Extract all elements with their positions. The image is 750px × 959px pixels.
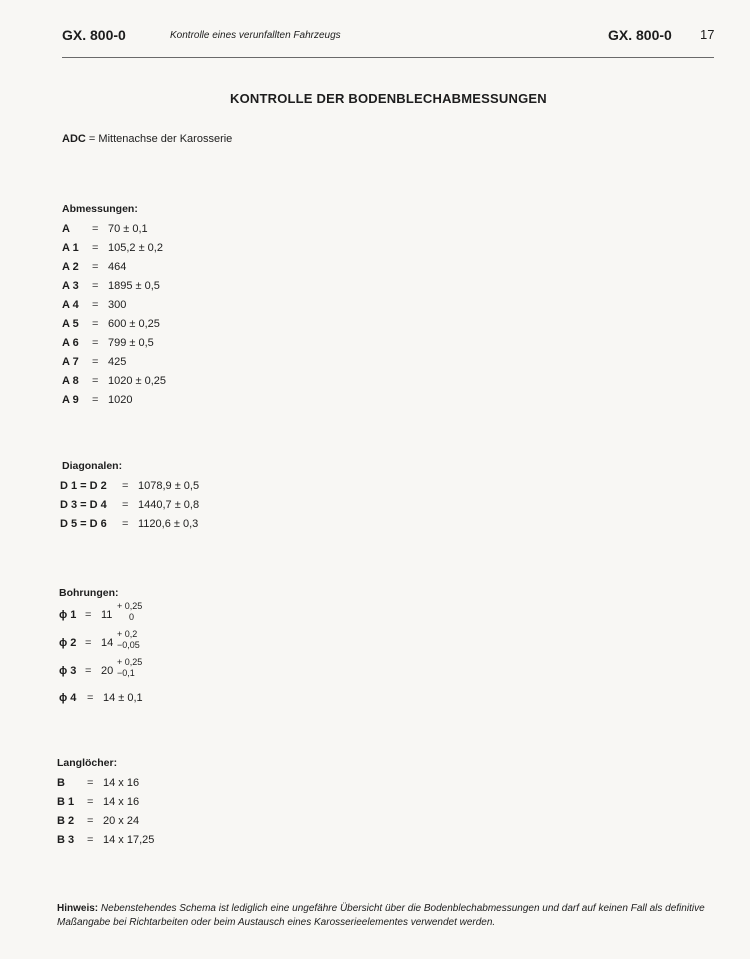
dimension-eq: = <box>92 223 99 235</box>
dimension-label: A 5 <box>62 318 79 330</box>
hole-row <box>59 601 143 629</box>
dimension-label: A 8 <box>62 375 79 387</box>
dimension-eq: = <box>92 299 99 311</box>
dimensions-heading: Abmessungen: <box>62 203 138 215</box>
adc-eq: = <box>88 133 96 145</box>
adc-text: Mittenachse der Karosserie <box>98 133 233 145</box>
dimension-value: 425 <box>108 356 127 368</box>
hole-upper-tolerance: + 0,25 <box>117 601 143 611</box>
dimension-value: 105,2 ± 0,2 <box>108 242 163 254</box>
dimension-label: A 2 <box>62 261 79 273</box>
header-subtitle: Kontrolle eines verunfallten Fahrzeugs <box>170 30 341 41</box>
dimension-row <box>62 353 138 372</box>
diagonal-label: D 3 = D 4 <box>60 499 107 511</box>
dimension-row <box>62 277 160 296</box>
hole-base: 20 <box>101 665 114 677</box>
slot-row <box>57 831 155 850</box>
diagonal-eq: = <box>122 480 129 492</box>
hole-base: 11 <box>101 609 113 621</box>
hint-note <box>57 902 737 930</box>
hint-label: Hinweis: <box>57 903 99 914</box>
dimension-label: A <box>62 223 70 235</box>
dimension-row <box>62 239 163 258</box>
dimension-label: A 1 <box>62 242 79 254</box>
dimension-eq: = <box>92 337 99 349</box>
slot-label: B 1 <box>57 796 75 808</box>
slot-eq: = <box>87 796 94 808</box>
dimension-label: A 9 <box>62 394 79 406</box>
dimension-value: 799 ± 0,5 <box>108 337 154 349</box>
hint-text: Nebenstehendes Schema ist lediglich eine ungefähre Übersicht über die Bodenblechabmessungen und darf auf keinen Fall als definitive Maßangabe bei Richtarbeiten oder beim Austausch eines Karosserieelementes verwendet werden. <box>57 903 705 928</box>
slot-row <box>57 812 140 831</box>
slot-eq: = <box>87 834 94 846</box>
diagonal-label: D 1 = D 2 <box>60 480 107 492</box>
slot-value: 14 x 16 <box>103 777 140 789</box>
dimension-value: 1020 ± 0,25 <box>108 375 167 387</box>
slot-label: B 2 <box>57 815 75 827</box>
page-title: KONTROLLE DER BODENBLECHABMESSUNGEN <box>230 91 547 106</box>
diagonal-eq: = <box>122 499 129 511</box>
dimension-eq: = <box>92 356 99 368</box>
slot-row <box>57 793 140 812</box>
slot-label: B <box>57 777 65 789</box>
hole-eq: = <box>85 609 92 621</box>
slot-value: 14 x 17,25 <box>103 834 155 846</box>
hole-base: 14 <box>101 637 114 649</box>
dimension-row <box>62 372 167 391</box>
diagonal-value: 1120,6 ± 0,3 <box>138 518 199 530</box>
adc-definition <box>62 133 232 145</box>
hole-eq: = <box>85 665 92 677</box>
dimension-value: 1895 ± 0,5 <box>108 280 160 292</box>
slot-row <box>57 774 140 793</box>
dimension-value: 1020 <box>108 394 133 406</box>
dimension-eq: = <box>92 318 99 330</box>
diagonal-row <box>60 496 200 515</box>
dimension-eq: = <box>92 375 99 387</box>
adc-label: ADC <box>62 133 86 145</box>
hole-upper-tolerance: + 0,25 <box>117 657 143 667</box>
hole-label: ϕ 4 <box>59 692 77 704</box>
slot-eq: = <box>87 815 94 827</box>
hole-lower-tolerance: 0 <box>129 612 135 622</box>
diagonal-value: 1078,9 ± 0,5 <box>138 480 200 492</box>
hole-row <box>59 657 143 685</box>
dimension-label: A 3 <box>62 280 79 292</box>
header-doc-code-left: GX. 800-0 <box>62 27 126 43</box>
page-number: 17 <box>700 27 715 42</box>
dimension-eq: = <box>92 261 99 273</box>
hole-label: ϕ 3 <box>59 665 77 677</box>
dimension-row <box>62 391 138 410</box>
header-divider <box>62 57 714 58</box>
diagonal-row <box>60 515 199 534</box>
hole-value: 14 ± 0,1 <box>103 692 143 704</box>
hole-row <box>59 629 140 657</box>
dimension-eq: = <box>92 394 99 406</box>
diagonal-eq: = <box>122 518 129 530</box>
dimension-value: 600 ± 0,25 <box>108 318 160 330</box>
diagonals-heading: Diagonalen: <box>62 460 123 472</box>
hole-label: ϕ 2 <box>59 637 77 649</box>
slot-value: 20 x 24 <box>103 815 140 827</box>
hole-eq: = <box>85 637 92 649</box>
slot-eq: = <box>87 777 94 789</box>
diagonal-row <box>60 477 200 496</box>
hole-lower-tolerance: −0,05 <box>117 640 140 650</box>
dimension-label: A 4 <box>62 299 79 311</box>
dimension-value: 464 <box>108 261 127 273</box>
dimension-label: A 7 <box>62 356 79 368</box>
slot-value: 14 x 16 <box>103 796 140 808</box>
dimension-row <box>62 296 138 315</box>
hole-upper-tolerance: + 0,2 <box>117 629 138 639</box>
slot-label: B 3 <box>57 834 75 846</box>
dimension-row <box>62 334 154 353</box>
hole-row <box>59 689 143 708</box>
slots-heading: Langlöcher: <box>57 757 118 769</box>
diagonals-section <box>60 460 200 534</box>
slots-section <box>57 757 155 850</box>
dimension-label: A 6 <box>62 337 79 349</box>
header-doc-code-right: GX. 800-0 <box>608 27 672 43</box>
diagonal-label: D 5 = D 6 <box>60 518 107 530</box>
dimension-eq: = <box>92 280 99 292</box>
dimension-row <box>62 258 138 277</box>
dimension-row <box>62 315 160 334</box>
hole-lower-tolerance: −0,1 <box>117 668 135 678</box>
dimensions-section <box>62 203 167 410</box>
dimension-value: 70 ± 0,1 <box>108 223 148 235</box>
dimension-eq: = <box>92 242 99 254</box>
holes-heading: Bohrungen: <box>59 587 119 599</box>
holes-section <box>59 587 143 708</box>
dimension-value: 300 <box>108 299 127 311</box>
hole-eq: = <box>87 692 94 704</box>
diagonal-value: 1440,7 ± 0,8 <box>138 499 200 511</box>
hole-label: ϕ 1 <box>59 609 77 621</box>
dimension-row <box>62 220 148 239</box>
